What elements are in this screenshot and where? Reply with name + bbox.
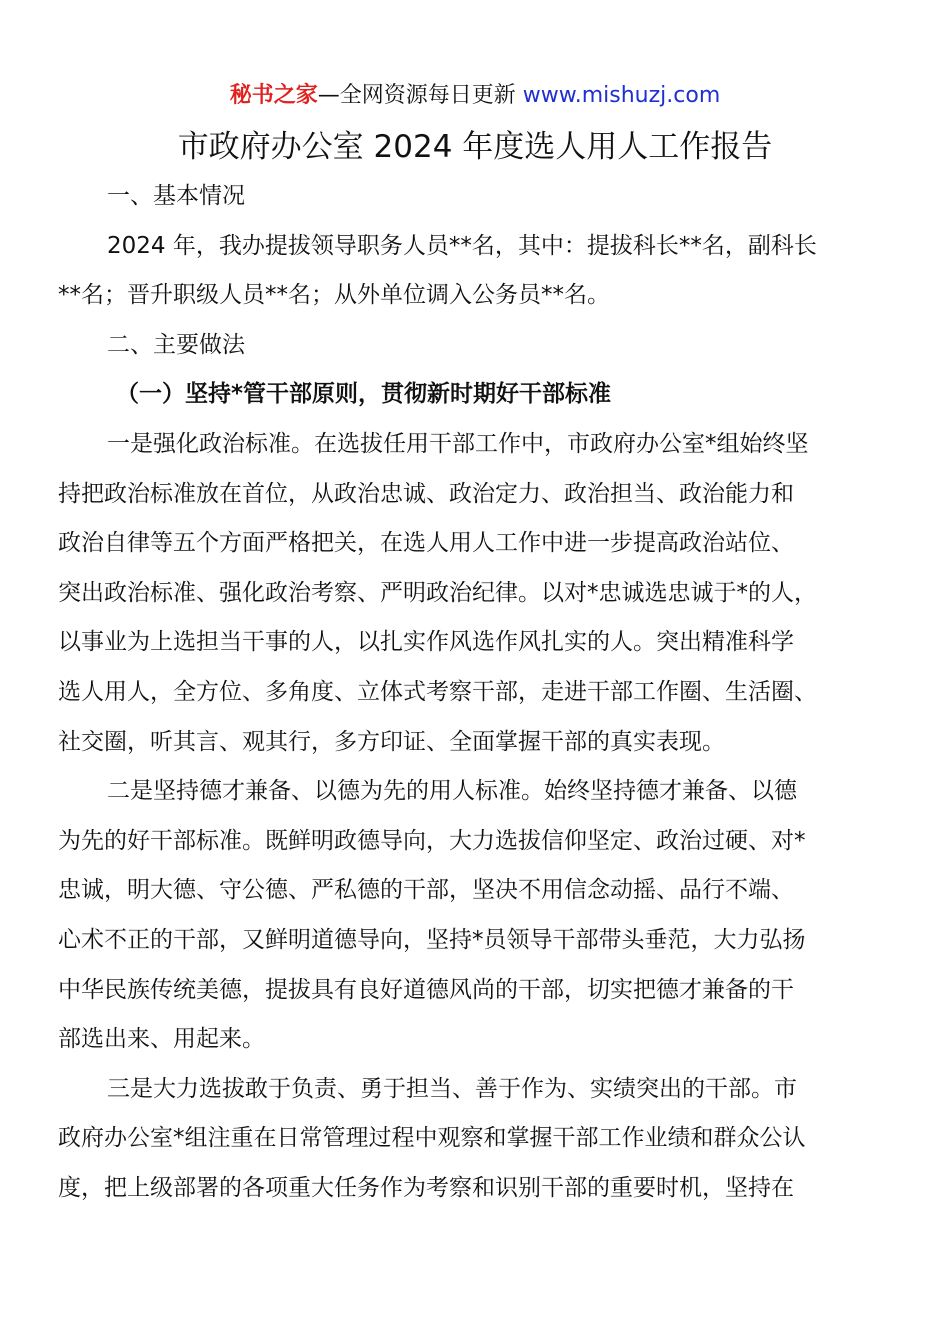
- paragraph-line: 度，把上级部署的各项重大任务作为考察和识别干部的重要时机，坚持在: [58, 1174, 794, 1201]
- paragraph-line: 中华民族传统美德，提拔具有良好道德风尚的干部，切实把德才兼备的干: [58, 976, 794, 1003]
- paragraph-line: 选人用人，全方位、多角度、立体式考察干部，走进干部工作圈、生活圈、: [58, 678, 817, 705]
- paragraph-line: 政府办公室*组注重在日常管理过程中观察和掌握干部工作业绩和群众公认: [58, 1125, 806, 1152]
- paragraph-line: 突出政治标准、强化政治考察、严明政治纪律。以对*忠诚选忠诚于*的人，: [58, 579, 817, 606]
- paragraph-line: **名；晋升职级人员**名；从外单位调入公务员**名。: [58, 282, 610, 309]
- paragraph-line: 为先的好干部标准。既鲜明政德导向，大力选拔信仰坚定、政治过硬、对*: [58, 827, 806, 854]
- paragraph-line: 部选出来、用起来。: [58, 1026, 265, 1053]
- header-tagline: —全网资源每日更新: [317, 83, 523, 108]
- brand-name: 秘书之家: [229, 83, 318, 108]
- paragraph-line: 心术不正的干部，又鲜明道德导向，坚持*员领导干部带头垂范，大力弘扬: [58, 926, 806, 953]
- paragraph-line: 三是大力选拔敢于负责、勇于担当、善于作为、实绩突出的干部。市: [107, 1075, 797, 1102]
- site-url-link[interactable]: www.mishuzj.com: [522, 83, 721, 108]
- paragraph-line: 一是强化政治标准。在选拔任用干部工作中，市政府办公室*组始终坚: [107, 430, 809, 457]
- paragraph-line: 以事业为上选担当干事的人，以扎实作风选作风扎实的人。突出精准科学: [58, 629, 794, 656]
- document-title: 市政府办公室 2024 年度选人用人工作报告: [177, 129, 773, 165]
- paragraph-line: 社交圈，听其言、观其行，多方印证、全面掌握干部的真实表现。: [58, 728, 725, 755]
- site-header: [0, 80, 950, 112]
- paragraph-line: 持把政治标准放在首位，从政治忠诚、政治定力、政治担当、政治能力和: [58, 480, 794, 507]
- paragraph-line: 二是坚持德才兼备、以德为先的用人标准。始终坚持德才兼备、以德: [107, 778, 797, 805]
- paragraph-line: 2024 年，我办提拔领导职务人员**名，其中：提拔科长**名，副科长: [107, 232, 817, 259]
- section-heading-practices: 二、主要做法: [107, 331, 245, 358]
- document-body: [58, 172, 894, 1213]
- section-heading-basic: 一、基本情况: [107, 183, 245, 209]
- paragraph-line: 忠诚，明大德、守公德、严私德的干部，坚决不用信念动摇、品行不端、: [58, 877, 794, 904]
- paragraph-line: 政治自律等五个方面严格把关，在选人用人工作中进一步提高政治站位、: [58, 530, 794, 557]
- sub-heading: （一）坚持*管干部原则，贯彻新时期好干部标准: [116, 381, 612, 408]
